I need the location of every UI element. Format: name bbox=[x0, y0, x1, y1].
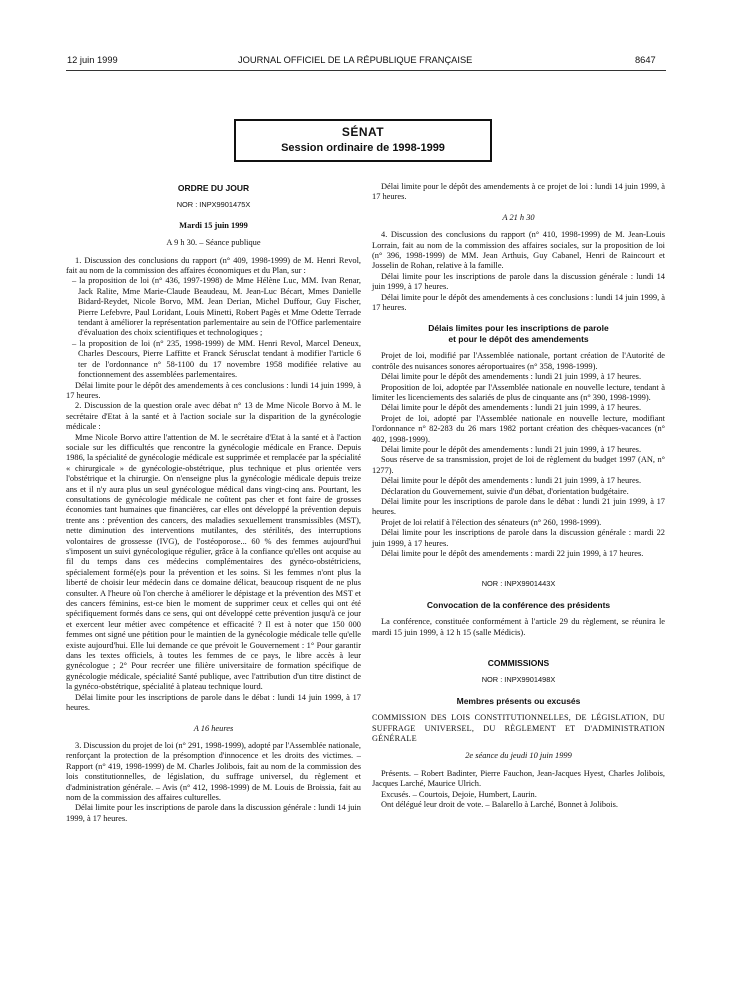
agenda-item-3: 3. Discussion du projet de loi (n° 291, 1998-1999), adopté par l'Assemblée nationale, renforçant la protection de la présomption d'innocence et les droits des victimes. – Rapport (n° 419, 1998-1999) de M. Charles Jolibois, fait au nom de la commission des lois constitutionnelles, de législation, du suffrage universel, du règlement et d'administration générale. – Avis (n° 412, 1998-1999) de M. Louis de Broissia, fait au nom de la commission des affaires culturelles. bbox=[66, 740, 361, 802]
running-header bbox=[0, 55, 731, 69]
conference-text: La conférence, constituée conformément à l'article 29 du règlement, se réunira le mardi 15 juin 1999, à 12 h 15 (salle Médicis). bbox=[372, 617, 665, 637]
session-time: A 9 h 30. – Séance publique bbox=[166, 238, 261, 248]
session-day: Mardi 15 juin 1999 bbox=[179, 220, 248, 230]
bill-entry: Proposition de loi, adoptée par l'Assemblée nationale en nouvelle lecture, tendant à limiter les licenciements des salariés de plus de cinquante ans (n° 390, 1998-1999). bbox=[372, 382, 665, 402]
header-journal-title: JOURNAL OFFICIEL DE LA RÉPUBLIQUE FRANÇAISE bbox=[238, 55, 473, 65]
nor-reference: NOR : INPX9901475X bbox=[176, 200, 251, 210]
deadline-text: Délai limite pour le dépôt des amendements à ces conclusions : lundi 14 juin 1999, à 17 heures. bbox=[66, 380, 361, 400]
deadline-text: Délai limite pour le dépôt des amendements : lundi 21 juin 1999, à 17 heures. bbox=[381, 403, 642, 413]
commission-name: COMMISSION DES LOIS CONSTITUTIONNELLES, DE LÉGISLATION, DU SUFFRAGE UNIVERSEL, DU RÈGLEMENT ET D'ADMINISTRATION GÉNÉRALE bbox=[372, 713, 665, 744]
deadline-text: Délai limite pour le dépôt des amendements : mardi 22 juin 1999, à 17 heures. bbox=[381, 549, 644, 558]
bill-entry: Sous réserve de sa transmission, projet de loi de règlement du budget 1997 (AN, n° 1277). bbox=[372, 455, 665, 475]
ordre-du-jour-heading: ORDRE DU JOUR bbox=[177, 183, 250, 193]
agenda-item-4: 4. Discussion des conclusions du rapport (n° 410, 1998-1999) de M. Jean-Louis Lorrain, fait au nom de la commission des affaires sociales, sur la proposition de loi (n° 396, 1998-1999) de MM. Jean Arthuis, Guy Cabanel, Henri de Raincourt et Josselin de Rohan, relative à la famille. bbox=[372, 230, 665, 271]
agenda-item-1-b: – la proposition de loi (n° 235, 1998-1999) de MM. Henri Revol, Marcel Deneux, Charles Descours, Pierre Laffitte et Franck Sérusclat tendant à modifier l'article 6 ter de l'ordonnance n° 58-1100 du 17 novembre 1958 modifiée relative au fonctionnement des assemblées parlementaires. bbox=[72, 338, 361, 380]
members-delegated: Ont délégué leur droit de vote. – Balarello à Larché, Bonnet à Jolibois. bbox=[381, 800, 618, 810]
agenda-item-2: 2. Discussion de la question orale avec débat n° 13 de Mme Nicole Borvo à M. le secrétaire d'Etat à la santé et à l'action sociale sur la disparition de la gynécologie médicale : bbox=[66, 401, 361, 432]
agenda-item-1: 1. Discussion des conclusions du rapport (n° 409, 1998-1999) de M. Henri Revol, fait au nom de la commission des affaires économiques et du Plan, sur : bbox=[66, 255, 361, 276]
deadline-text: Délai limite pour les inscriptions de parole dans la discussion générale : lundi 14 juin 1999, à 17 heures. bbox=[66, 803, 361, 823]
session-time: A 16 heures bbox=[193, 723, 234, 733]
header-rule bbox=[66, 70, 666, 71]
header-page-number: 8647 bbox=[635, 55, 656, 65]
deadline-text: Délai limite pour les inscriptions de parole dans le débat : lundi 21 juin 1999, à 17 heures. bbox=[372, 496, 665, 517]
bill-entry: Déclaration du Gouvernement, suivie d'un débat, d'orientation budgétaire. bbox=[381, 486, 629, 496]
bill-entry: Projet de loi relatif à l'élection des sénateurs (n° 260, 1998-1999). bbox=[381, 517, 602, 527]
header-date: 12 juin 1999 bbox=[67, 55, 118, 65]
section-heading-conference: Convocation de la conférence des présidents bbox=[426, 599, 611, 610]
section-heading-commissions: COMMISSIONS bbox=[487, 658, 550, 669]
seance-date: 2e séance du jeudi 10 juin 1999 bbox=[465, 751, 572, 761]
senat-banner bbox=[234, 119, 492, 162]
nor-reference: NOR : INPX9901443X bbox=[481, 579, 556, 589]
deadline-text: Délai limite pour les inscriptions de parole dans la discussion générale : mardi 22 juin 1999, à 17 heures. bbox=[372, 528, 665, 548]
agenda-item-1-a: – la proposition de loi (n° 436, 1997-1998) de Mme Hélène Luc, MM. Ivan Renar, Jack Ralite, Mme Marie-Claude Beaudeau, M. Jean-Luc Bécart, Mmes Danielle Bidard-Reydet, Nicole Borvo, MM. Jean Derian, Michel Duffour, Guy Fischer, Pierre Lefebvre, Paul Loridant, Louis Minetti, Robert Pagès et Mme Odette Terrade tendant à améliorer la représentation parlementaire au sein de l'Office parlementaire d'évaluation des choix scientifiques et technologiques ; bbox=[72, 276, 361, 338]
members-present: Présents. – Robert Badinter, Pierre Fauchon, Jean-Jacques Hyest, Charles Jolibois, Jacques Larché, Maurice Ulrich. bbox=[372, 768, 665, 789]
bill-entry: Projet de loi, adopté par l'Assemblée nationale en nouvelle lecture, modifiant l'ordonnance n° 82-283 du 26 mars 1982 portant création des chèques-vacances (n° 402, 1998-1999). bbox=[372, 413, 665, 444]
left-column bbox=[66, 183, 361, 824]
deadline-text: Délai limite pour le dépôt des amendements : lundi 21 juin 1999, à 17 heures. bbox=[381, 444, 642, 454]
session-time: A 21 h 30 bbox=[502, 212, 535, 222]
section-heading-membres: Membres présents ou excusés bbox=[456, 695, 581, 706]
deadline-text: Délai limite pour le dépôt des amendements : lundi 21 juin 1999, à 17 heures. bbox=[381, 372, 642, 382]
section-heading-delais: Délais limites pour les inscriptions de parole et pour le dépôt des amendements bbox=[428, 323, 609, 344]
deadline-text: Délai limite pour le dépôt des amendements à ces conclusions : lundi 14 juin 1999, à 17 heures. bbox=[372, 292, 665, 313]
question-text: Mme Nicole Borvo attire l'attention de M. le secrétaire d'Etat à la santé et à l'action sociale sur les difficultés que rencontre la gynécologie médicale en France. Depuis 1986, la spécialité de gynécologie médicale est supprimée et remplacée par la spécialité « chirurgicale » de gynécologie-obstétrique, plus technique et plus orientée vers l'obstétrique et la chirurgie. On n'enseigne plus la gynécologie médicale depuis treize ans et il n'y aura plus un seul gynécologue médical dans vingt-cinq ans. Pourtant, les consultations de gynécologie médicale ne coûtent pas cher et font faire de grosses économies tant humaines que financières, car elles ont développé la prévention depuis trente ans : prévention des cancers, des maladies sexuellement transmissibles (MST), nette diminution des interventions mutilantes, des stérilités, des interruptions volontaires de grossesse (IVG), de l'ostéoporose... 60 % des femmes aujourd'hui s'imposent un suivi gynécologique régulier, grâce à la confiance qu'elles ont acquise au fil du temps dans ces médecins complémentaires des gynéco-obstétriciens, spécialement formé(e)s pour la prévention et les soins. Si les femmes n'ont plus la liberté de choisir leur médecin dans ce domaine délicat, beaucoup risquent de ne plus consulter. A l'heure où l'on cherche à améliorer le dépistage et la prévention des MST et des cancers féminins, est-ce bien le moment de supprimer ceux et celles qui ont été spécifiquement formés dans ce sens, qui ont développé cette prévention jusqu'à ce jour et exercent leur métier avec compétence et efficacité ? Il est à noter que 150 000 femmes ont signé une pétition pour le maintien de la gynécologie médicale telle qu'elle existe aujourd'hui. Elle lui demande ce que prévoit le Gouvernement : 1° Pour garantir dans les textes officiels, à toutes les femmes de ce pays, le libre accès à leur gynécologue ; 2° Pour recréer une filière universitaire de formation spécifique de gynécologie médicale, spécialité Santé publique, avec l'attribution d'un titre distinct de la gynéco-obstétrique, spécialité à plateau technique lourd. bbox=[66, 432, 361, 692]
bill-entry: Projet de loi, modifié par l'Assemblée nationale, portant création de l'Autorité de contrôle des nuisances sonores aéroportuaires (n° 358, 1998-1999). bbox=[372, 351, 665, 371]
deadline-text: Délai limite pour les inscriptions de parole dans la discussion générale : lundi 14 juin 1999, à 17 heures. bbox=[372, 271, 665, 292]
banner-title: SÉNAT bbox=[341, 125, 385, 139]
banner-subtitle: Session ordinaire de 1998-1999 bbox=[281, 142, 445, 154]
right-column bbox=[372, 182, 665, 811]
nor-reference: NOR : INPX9901498X bbox=[481, 675, 556, 685]
members-excused: Excusés. – Courtois, Dejoie, Humbert, Laurin. bbox=[381, 789, 537, 799]
deadline-text: Délai limite pour le dépôt des amendements : lundi 21 juin 1999, à 17 heures. bbox=[381, 476, 642, 486]
deadline-text: Délai limite pour les inscriptions de parole dans le débat : lundi 14 juin 1999, à 17 heures. bbox=[66, 692, 361, 713]
deadline-text: Délai limite pour le dépôt des amendements à ce projet de loi : lundi 14 juin 1999, à 17 heures. bbox=[372, 182, 665, 202]
